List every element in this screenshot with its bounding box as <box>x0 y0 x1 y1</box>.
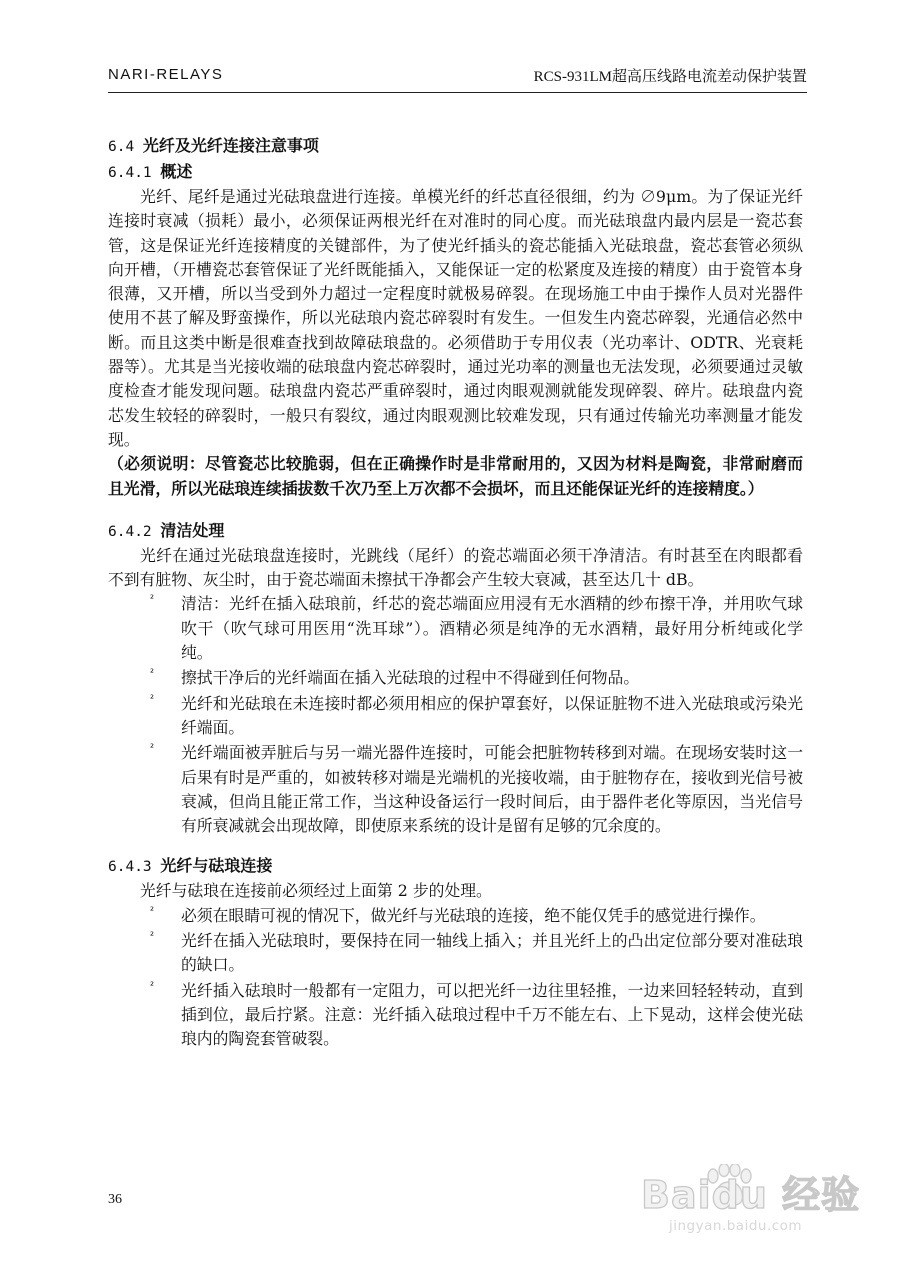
section-gap <box>108 501 803 518</box>
list-item <box>108 592 803 665</box>
section-heading-6-4-2 <box>108 518 803 544</box>
section-title: 清洁处理 <box>160 520 225 540</box>
section-title: 概述 <box>160 162 193 181</box>
list-item-text: 擦拭干净后的光纤端面在插入光砝琅的过程中不得碰到任何物品。 <box>181 668 640 688</box>
page-number: 36 <box>108 1192 122 1207</box>
connection-paragraph: 光纤与砝琅在连接前必须经过上面第 2 步的处理。 <box>140 881 492 901</box>
section-title: 光纤及光纤连接注意事项 <box>142 136 319 155</box>
overview-paragraph: 光纤、尾纤是通过光砝琅盘进行连接。单模光纤的纤芯直径很细，约为 ∅9μm。为了保证光纤连接时衰减（损耗）最小，必须保证两根光纤在对准时的同心度。而光砝琅盘内最内层是一瓷芯套管，这是保证光纤连接精度的关键部件，为了使光纤插头的瓷芯能插入光砝琅盘，瓷芯套管必须纵向开槽，（开槽瓷芯套管保证了光纤既能插入，又能保证一定的松紧度及连接的精度）由于瓷管本身很薄，又开槽，所以当受到外力超过一定程度时就极易碎裂。在现场施工中由于操作人员对光器件使用不甚了解及野蛮操作，所以光砝琅内瓷芯碎裂时有发生。一但发生内瓷芯碎裂，光通信必然中断。而且这类中断是很难查找到故障砝琅盘的。必须借助于专用仪表（光功率计、ODTR、光衰耗器等）。尤其是当光接收端的砝琅盘内瓷芯碎裂时，通过光功率的测量也无法发现，必须要通过灵敏度检查才能发现问题。砝琅盘内瓷芯严重碎裂时，通过肉眼观测就能发现碎裂、碎片。砝琅盘内瓷芯发生较轻的碎裂时，一般只有裂纹，通过肉眼观测比较难发现，只有通过传输光功率测量才能发现。 <box>108 187 803 449</box>
connection-bullet-list <box>108 904 803 1052</box>
page-content <box>108 133 803 1053</box>
list-item <box>108 692 803 741</box>
bullet-marker: ² <box>150 980 155 992</box>
section-number: 6.4.1 <box>108 165 161 181</box>
list-item-text: 必须在眼睛可视的情况下，做光纤与光砝琅的连接，绝不能仅凭手的感觉进行操作。 <box>181 905 766 925</box>
page-header <box>108 62 807 93</box>
header-product-title: RCS-931LM超高压线路电流差动保护装置 <box>533 69 807 85</box>
list-item <box>108 929 803 978</box>
bullet-marker: ² <box>150 905 155 917</box>
bullet-marker: ² <box>150 594 155 606</box>
bullet-marker: ² <box>150 743 155 755</box>
cleaning-paragraph: 光纤在通过光砝琅盘连接时，光跳线（尾纤）的瓷芯端面必须干净清洁。有时甚至在肉眼都看不到有脏物、灰尘时，由于瓷芯端面未擦拭干净都会产生较大衰减，甚至达几十 dB。 <box>108 545 803 590</box>
section-number: 6.4.2 <box>108 523 161 540</box>
section-number: 6.4.3 <box>108 859 161 876</box>
list-item-text: 光纤和光砝琅在未连接时都必须用相应的保护罩套好，以保证脏物不进入光砝琅或污染光纤端面。 <box>181 693 803 737</box>
list-item <box>108 741 803 838</box>
list-item <box>108 904 803 928</box>
watermark-brand: Baidu 经验 <box>641 1173 861 1217</box>
bullet-marker: ² <box>150 668 155 680</box>
list-item-text: 清洁：光纤在插入砝琅前，纤芯的瓷芯端面应用浸有无水酒精的纱布擦干净，并用吹气球吹干（吹气球可用医用“洗耳球”）。酒精必须是纯净的无水酒精，最好用分析纯或化学纯。 <box>181 594 803 663</box>
section-heading-6-4-3 <box>108 853 803 879</box>
section-heading-6-4-1 <box>108 159 803 185</box>
section-heading-6-4 <box>108 133 803 159</box>
list-item-text: 光纤端面被弄脏后与另一端光器件连接时，可能会把脏物转移到对端。在现场安装时这一后果有时是严重的，如被转移对端是光端机的光接收端，由于脏物存在，接收到光信号被衰减，但尚且能正常工作，当这种设备运行一段时间后，由于器件老化等原因，当光信号有所衰减就会出现故障，即使原来系统的设计是留有足够的冗余度的。 <box>181 743 803 836</box>
list-item <box>108 979 803 1052</box>
cleaning-bullet-list <box>108 592 803 838</box>
watermark-url: jingyan.baidu.com <box>669 1218 803 1234</box>
section-gap <box>108 839 803 853</box>
bold-note: （必须说明：尽管瓷芯比较脆弱，但在正确操作时是非常耐用的，又因为材料是陶瓷，非常耐磨而且光滑，所以光砝琅连续插拔数千次乃至上万次都不会损坏，而且还能保证光纤的连接精度。） <box>108 454 803 498</box>
bullet-marker: ² <box>150 693 155 705</box>
list-item <box>108 666 803 690</box>
list-item-text: 光纤插入砝琅时一般都有一定阻力，可以把光纤一边往里轻推，一边来回轻轻转动，直到插到位，最后拧紧。注意：光纤插入砝琅过程中千万不能左右、上下晃动，这样会使光砝琅内的陶瓷套管破裂。 <box>181 980 803 1049</box>
header-brand: NARI-RELAYS <box>108 66 224 83</box>
section-title: 光纤与砝琅连接 <box>160 856 273 876</box>
list-item-text: 光纤在插入光砝琅时，要保持在同一轴线上插入；并且光纤上的凸出定位部分要对准砝琅的缺口。 <box>181 931 803 975</box>
baidu-jingyan-watermark <box>641 1154 881 1246</box>
bullet-marker: ² <box>150 931 155 943</box>
section-number: 6.4 <box>108 139 143 155</box>
